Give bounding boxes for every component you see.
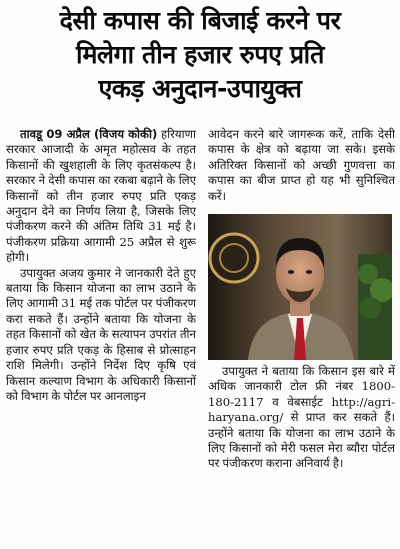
right-paragraph-2: उपायुक्त ने बताया कि किसान इस बारे में अधिक जानकारी टोल फ्री नंबर 1800-180-2117 व वेबसाईट http://agri-haryana.org/ से प्राप्त कर सकते हैं। उन्होंने बताया कि योजना का लाभ उठाने के लिए किसानों को मेरी फसल मेरा ब्यौरा पोर्टल पर पंजीकरण कराना अनिवार्य है। [208, 364, 395, 471]
headline-line-2: मिलेगा तीन हजार रुपए प्रति [76, 40, 324, 69]
right-column-bottom [208, 364, 395, 547]
right-column-top [208, 127, 395, 207]
official-portrait-photo [208, 214, 392, 360]
right-paragraph-1: आवेदन करने बारे जागरूक करें, ताकि देसी कपास के क्षेत्र को बढ़ाया जा सके। इसके अतिरिक्त किसानों को अच्छी गुणवत्ता का कपास का बीज प्राप्त हो यह भी सुनिश्चित करें। [208, 127, 395, 203]
headline [8, 4, 392, 106]
left-paragraph-1 [6, 127, 196, 266]
dateline: तावडू 09 अप्रैल (विजय कोकी) [20, 127, 158, 141]
left-paragraph-1-text: हरियाणा सरकार आजादी के अमृत महोत्सव के तहत किसानों की खुशहाली के लिए कृतसंकल्प है। सरकार ने देसी कपास का रकबा बढ़ाने के लिए किसानों को तीन हजार रुपए प्रति एकड़ अनुदान देने का निर्णय लिया है, जिसके लिए पंजीकरण करने की अंतिम तिथि 31 मई है। पंजीकरण प्रक्रिया आगामी 25 अप्रैल से शुरू होगी। [6, 127, 196, 265]
left-paragraph-2: उपायुक्त अजय कुमार ने जानकारी देते हुए बताया कि किसान योजना का लाभ उठाने के लिए आगामी 31 मई तक पोर्टल पर पंजीकरण करा सकते हैं। उन्होंने बताया कि योजना के तहत किसानों को खेत के सत्यापन उपरांत तीन हजार रुपए प्रति एकड़ के हिसाब से प्रोत्साहन राशि मिलेगी। उन्होंने निर्देश दिए कृषि एवं किसान कल्याण विभाग के अधिकारी किसानों को विभाग के पोर्टल पर आनलाइन [6, 265, 196, 403]
headline-line-3: एकड़ अनुदान-उपायुक्त [98, 74, 302, 103]
left-column [6, 127, 196, 547]
headline-line-1: देसी कपास की बिजाई करने पर [59, 6, 341, 35]
portrait-illustration [208, 214, 392, 360]
